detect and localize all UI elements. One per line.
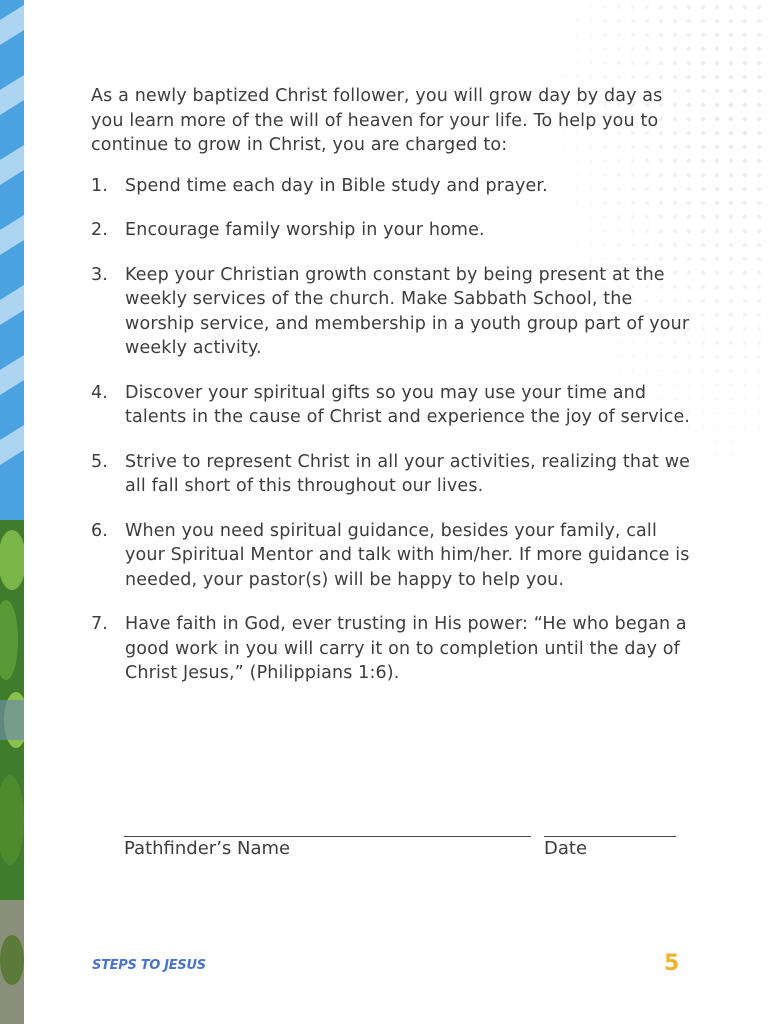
list-item bbox=[91, 612, 691, 686]
name-signature-line[interactable] bbox=[124, 836, 531, 837]
list-item bbox=[91, 174, 691, 199]
item-number: 6. bbox=[91, 520, 108, 541]
list-item bbox=[91, 263, 691, 361]
item-number: 7. bbox=[91, 614, 108, 634]
item-number: 4. bbox=[91, 382, 108, 403]
charge-list bbox=[91, 174, 691, 686]
item-text: Encourage family worship in your home. bbox=[125, 220, 485, 240]
item-text: Discover your spiritual gifts so you may use your time and talents in the cause of Christ and experience the joy of service. bbox=[125, 382, 691, 427]
item-text: When you need spiritual guidance, besides your family, call your Spiritual Mentor and talk with him/her. If more guidance is needed, your pastor(s) will be happy to help you. bbox=[125, 520, 690, 590]
date-signature-line[interactable] bbox=[544, 836, 676, 837]
item-text: Have faith in God, ever trusting in His power: “He who began a good work in you will carry it on to completion until the day of Christ Jesus,” (Philippians 1:6). bbox=[125, 614, 687, 683]
item-text: Strive to represent Christ in all your activities, realizing that we all fall short of this throughout our lives. bbox=[125, 451, 691, 496]
list-item bbox=[91, 450, 691, 499]
item-text: Spend time each day in Bible study and prayer. bbox=[125, 175, 548, 196]
decorative-left-border bbox=[0, 0, 24, 1024]
signature-block bbox=[124, 830, 676, 870]
item-text: Keep your Christian growth constant by being present at the weekly services of the church. Make Sabbath School, the worship service, and membership in a youth group part of your weekly activity. bbox=[125, 264, 690, 358]
item-number: 5. bbox=[91, 451, 108, 472]
date-label: Date bbox=[544, 838, 588, 859]
footer-book-title: STEPS TO JESUS bbox=[92, 958, 206, 973]
item-number: 2. bbox=[91, 220, 108, 240]
item-number: 1. bbox=[91, 175, 108, 196]
item-number: 3. bbox=[91, 264, 108, 285]
list-item bbox=[91, 381, 691, 430]
charge-content bbox=[91, 84, 691, 706]
name-label: Pathfinder’s Name bbox=[124, 838, 291, 859]
page-number: 5 bbox=[664, 951, 680, 976]
intro-paragraph: As a newly baptized Christ follower, you will grow day by day as you learn more of the will of heaven for your life. To help you to continue to grow in Christ, you are charged to: bbox=[91, 86, 663, 155]
list-item bbox=[91, 218, 691, 243]
list-item bbox=[91, 519, 691, 593]
